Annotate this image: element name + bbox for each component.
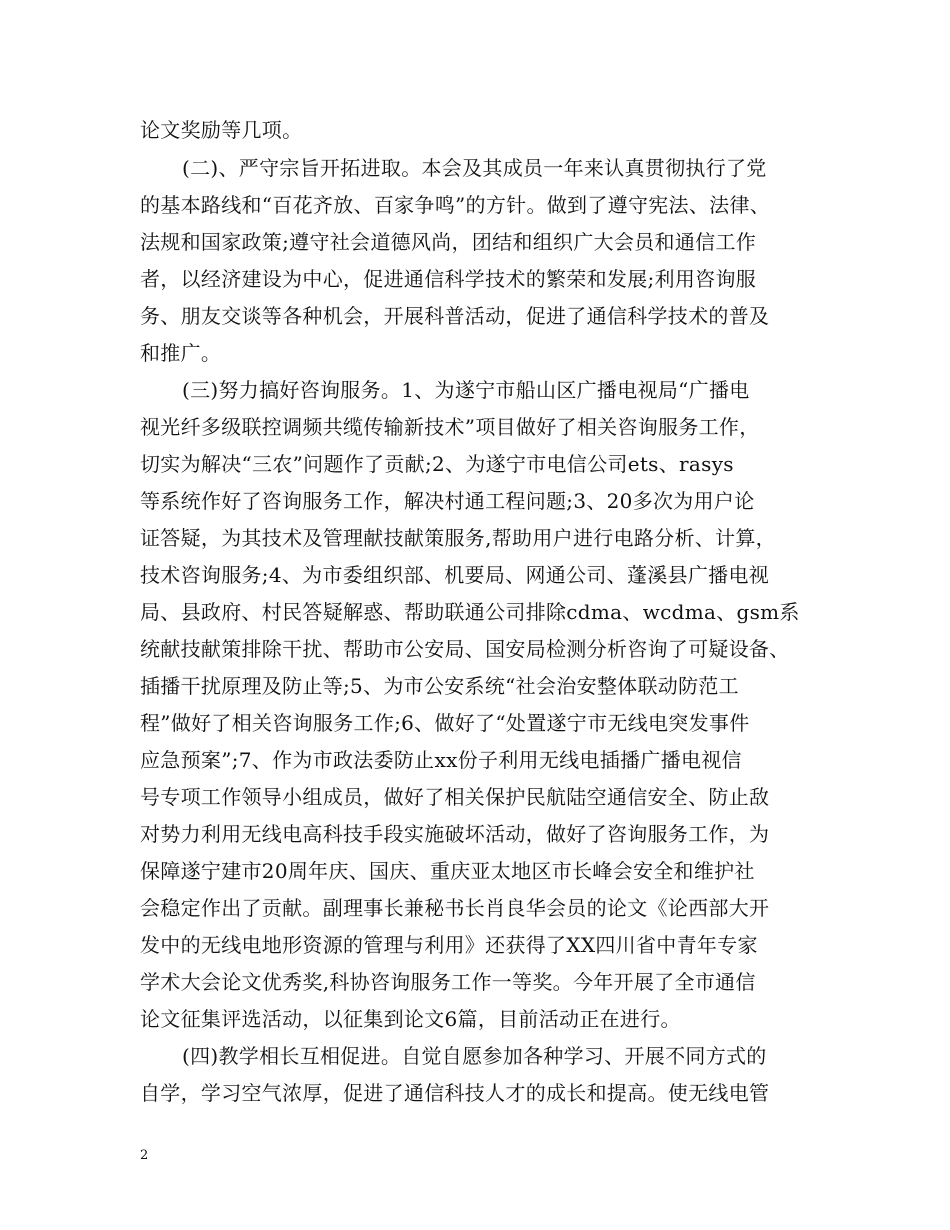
page-number: 2 — [140, 1148, 149, 1163]
text-line: 号专项工作领导小组成员，做好了相关保护民航陆空通信安全、防止敌 — [140, 785, 770, 809]
text-line: (二)、严守宗旨开拓进取。本会及其成员一年来认真贯彻执行了党 — [182, 156, 767, 180]
text-line: 发中的无线电地形资源的管理与利用》还获得了XX四川省中青年专家 — [140, 933, 758, 957]
text-line: 论文征集评选活动，以征集到论文6篇，目前活动正在进行。 — [140, 1007, 681, 1031]
text-line: 和推广。 — [140, 341, 222, 365]
text-line: 视光纤多级联控调频共缆传输新技术”项目做好了相关咨询服务工作， — [140, 415, 760, 439]
text-line: 会稳定作出了贡献。副理事长兼秘书长肖良华会员的论文《论西部大开 — [140, 896, 770, 920]
text-line: 局、县政府、村民答疑解惑、帮助联通公司排除cdma、wcdma、gsm系 — [140, 600, 800, 624]
text-line: 程”做好了相关咨询服务工作;6、做好了“处置遂宁市无线电突发事件 — [140, 711, 750, 735]
text-line: 学术大会论文优秀奖,科协咨询服务工作一等奖。今年开展了全市通信 — [140, 970, 756, 994]
text-line: 保障遂宁建市20周年庆、国庆、重庆亚太地区市长峰会安全和维护社 — [140, 859, 755, 883]
text-line: 统献技献策排除干扰、帮助市公安局、国安局检测分析咨询了可疑设备、 — [140, 637, 790, 661]
text-line: 的基本路线和“百花齐放、百家争鸣”的方针。做到了遵守宪法、法律、 — [140, 193, 771, 217]
text-line: 者，以经济建设为中心，促进通信科学技术的繁荣和发展;利用咨询服 — [140, 267, 757, 291]
text-line: 切实为解决“三农”问题作了贡献;2、为遂宁市电信公司ets、rasys — [140, 452, 734, 476]
text-line: 自学，学习空气浓厚，促进了通信科技人才的成长和提高。使无线电管 — [140, 1081, 770, 1105]
text-line: (四)教学相长互相促进。自觉自愿参加各种学习、开展不同方式的 — [182, 1044, 767, 1068]
text-line: 等系统作好了咨询服务工作，解决村通工程问题;3、20多次为用户论 — [140, 489, 755, 513]
text-line: 技术咨询服务;4、为市委组织部、机要局、网通公司、蓬溪县广播电视 — [140, 563, 770, 587]
text-line: 对势力利用无线电高科技手段实施破坏活动，做好了咨询服务工作，为 — [140, 822, 770, 846]
text-line: 论文奖励等几项。 — [140, 118, 303, 142]
text-line: (三)努力搞好咨询服务。1、为遂宁市船山区广播电视局“广播电 — [182, 378, 750, 402]
text-line: 证答疑，为其技术及管理献技献策服务,帮助用户进行电路分析、计算， — [140, 526, 776, 550]
text-line: 插播干扰原理及防止等;5、为市公安系统“社会治安整体联动防范工 — [140, 674, 739, 698]
text-line: 应急预案”;7、作为市政法委防止xx份子利用无线电插播广播电视信 — [140, 748, 742, 772]
text-line: 务、朋友交谈等各种机会，开展科普活动，促进了通信科学技术的普及 — [140, 304, 770, 328]
text-line: 法规和国家政策;遵守社会道德风尚，团结和组织广大会员和通信工作 — [140, 230, 757, 254]
